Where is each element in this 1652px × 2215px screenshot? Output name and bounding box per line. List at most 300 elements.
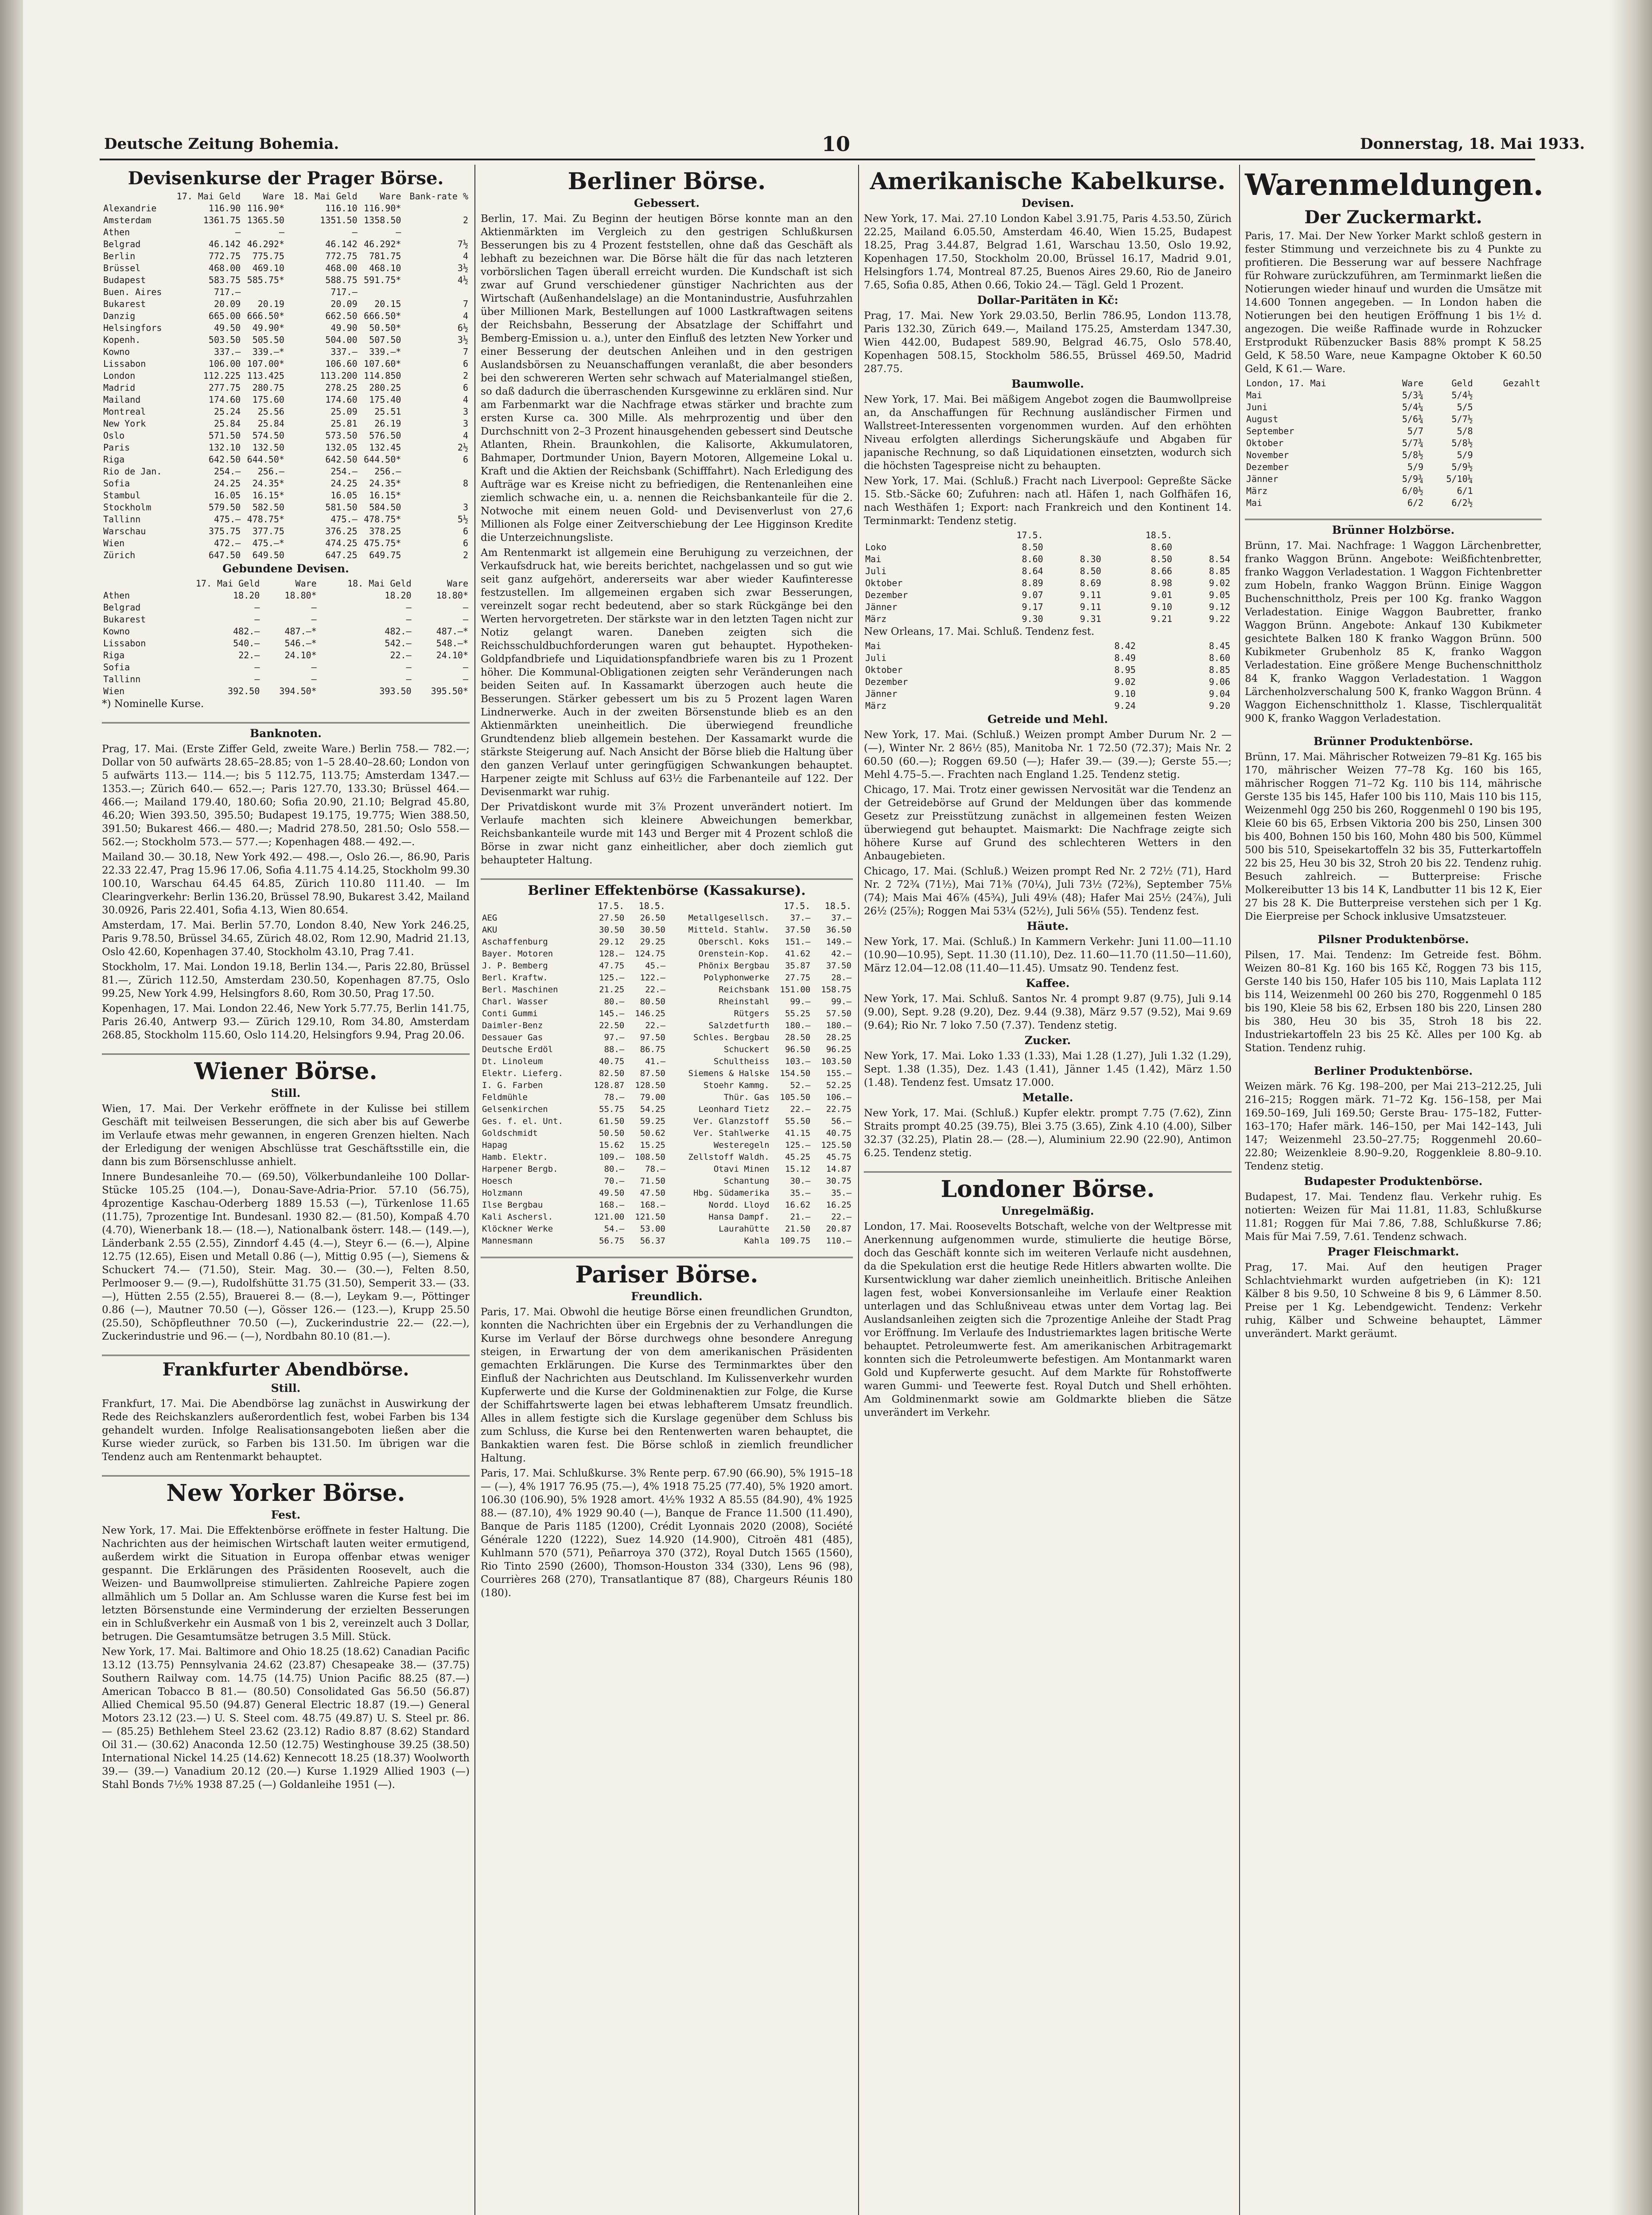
table-cell: — <box>254 602 260 613</box>
table-cell: 18.20 <box>233 590 260 601</box>
devisen-row <box>102 214 470 226</box>
devisen-row <box>102 382 470 394</box>
row-label: Riga <box>103 454 125 465</box>
devisen-row <box>102 334 470 346</box>
table-cell: 717.— <box>330 287 358 297</box>
paragraph: London, 17. Mai. Roosevelts Botschaft, welche von der Weltpresse mit Anerkennung aufgenommen wurde, stimulierte die heutige Börse, doch das Geschäft konnte sich im weiteren Verlaufe nicht ausdehnen, da die Spekulation erst die heutige Rede Hitlers abwarten wollte. Die Kursentwicklung war daher ziemlich uneinheitlich. Britische Anleihen lagen fest, wobei Konversionsanleihe im Verlaufe einer Reaktion unterlagen und das Schlußniveau etwas unter dem Vortag lag. Bei Auslandsanleihen zeigten sich die 7prozentige Anleihe der Stadt Prag vor Eröffnung. Im Verlaufe des Industriemarktes lagen britische Werte behauptet. Petroleumwerte fest. Am amerikanischen Arbitragemarkt konnten sich die Petroleumwerte befestigen. Am Montanmarkt waren Gold und Kupferwerte gesucht. Auf dem Markte für Rohstoffwerte waren Gummi- und Teewerte fest. Royal Dutch und Shell erhöhten. Am Goldminenmarkt sowie am Goldmarkte blieben die Sätze unverändert im Verkehr. <box>864 1220 1232 1418</box>
section-title: Berliner Effektenbörse (Kassakurse). <box>528 882 806 898</box>
table-cell: 9.31 <box>1080 613 1101 624</box>
table-cell: 26.19 <box>374 418 401 429</box>
table-cell: 82.50 <box>599 1069 625 1079</box>
table-cell <box>402 202 470 214</box>
devisen-row <box>102 310 470 322</box>
kassa-row <box>481 1223 853 1235</box>
divider <box>102 1053 470 1055</box>
row-label: Hapag <box>482 1140 508 1150</box>
column-header: London, 17. Mai <box>1246 377 1326 389</box>
table-cell <box>1474 437 1542 449</box>
row-label: AKU <box>482 925 498 935</box>
devisen-row <box>102 202 470 214</box>
row-label: Athen <box>103 590 130 601</box>
table-cell: 20.87 <box>826 1224 851 1234</box>
table-cell: 542.— <box>385 638 412 649</box>
paragraph: New York, 17. Mai. (Schluß.) Kupfer elektr. prompt 7.75 (7.62), Zinn Straits prompt 40.25 (39.75), Blei 3.75 (3.65), Zink 4.10 (4.00), Silber 32.37 (32.25), Platin 28.— (28.—), Aluminium 22.90 (22.90), Antimon 6.25. Tendenz stetig. <box>864 1107 1232 1159</box>
row-label: Oktober <box>865 664 903 675</box>
table-cell: 20.15 <box>374 299 401 309</box>
table-cell: 175.40 <box>369 394 401 405</box>
devisen-row <box>102 513 470 525</box>
table-cell: Salzdetfurth <box>708 1021 770 1031</box>
row-label: Oktober <box>865 577 903 588</box>
table-cell: 8.50 <box>1022 541 1043 552</box>
table-cell: 583.75 <box>208 275 241 285</box>
kassa-row <box>481 1199 853 1211</box>
table-cell: 5/4½ <box>1451 389 1473 400</box>
table-cell: 22.— <box>831 1212 851 1222</box>
paragraph: New York, 17. Mai. (Schluß.) In Kammern Verkehr: Juni 11.00—11.10 (10.90—10.95), Sept. 11.30 (11.10), Dez. 11.60—11.70 (11.50—11.60), März 12.04—12.08 (11.40—11.45). Umsatz 90. Tendenz fest. <box>864 936 1232 974</box>
kassa-row <box>481 1008 853 1020</box>
row-label: I. G. Farben <box>482 1080 543 1091</box>
table-cell: 103.— <box>785 1057 811 1067</box>
gebundene-row <box>102 626 470 637</box>
table-cell: — <box>311 674 317 684</box>
zucker-row <box>1245 401 1542 413</box>
gebundene-row <box>102 637 470 649</box>
table-cell: — <box>311 614 317 625</box>
table-cell: 103.50 <box>821 1057 851 1067</box>
section-title: Wiener Börse. <box>194 1058 377 1085</box>
table-cell: 108.50 <box>635 1152 665 1162</box>
table-cell: 474.25 <box>325 538 358 548</box>
row-label: Harpener Bergb. <box>482 1164 558 1174</box>
table-cell: 475.—* <box>252 538 284 548</box>
devisen-row <box>102 358 470 370</box>
table-cell: 5/3¾ <box>1402 389 1424 400</box>
paragraph: Paris, 17. Mai. Der New Yorker Markt schloß gestern in fester Stimmung und verzeichnete bis zu 4 Punkte zu profitieren. Die Besserung war auf bessere Nachfrage für Rohware zurückzuführen, am Terminmarkt ließen die Notierungen wieder hinauf und wurden die Umsätze mit 14.600 Tonnen angegeben. — In London haben die Notierungen bei den heutigen Eröffnung 1 bis 1½ d. angezogen. Die weiße Raffinade wurde in Rohzucker Erstprodukt Rübenzucker Basis 88% prompt K 58.25 Geld, K 58.50 Ware, neue Kampagne Oktober K 60.50 Geld, K 61.— Ware. <box>1245 230 1542 375</box>
baumwolle-row <box>864 577 1232 589</box>
table-cell: 8.85 <box>1209 565 1230 576</box>
table-cell: 579.50 <box>208 502 241 513</box>
table-cell: 21.— <box>790 1212 811 1222</box>
table-cell: 647.50 <box>208 550 241 560</box>
divider <box>481 1257 853 1258</box>
table-cell <box>1474 485 1542 497</box>
kassa-row <box>481 1092 853 1104</box>
divider <box>1245 519 1542 520</box>
table-cell: 27.50 <box>599 913 625 923</box>
table-cell: 548.—* <box>436 638 468 649</box>
row-label: Helsingfors <box>103 323 162 333</box>
table-cell <box>1474 497 1542 509</box>
table-cell: 15.12 <box>785 1164 811 1174</box>
table-cell: 5/7 <box>1407 425 1424 436</box>
column-2 <box>481 165 853 1609</box>
table-cell: 584.50 <box>369 502 401 513</box>
subsection-title: Fest. <box>271 1508 301 1521</box>
table-cell: 55.50 <box>785 1116 811 1127</box>
table-cell: 50.50 <box>599 1128 625 1139</box>
table-cell: 6/2½ <box>1451 497 1473 508</box>
row-label: Gelsenkirchen <box>482 1104 548 1115</box>
row-label: Dessauer Gas <box>482 1033 543 1043</box>
table-cell: — <box>235 227 241 237</box>
table-cell: 14.87 <box>826 1164 851 1174</box>
row-label: Mai <box>865 553 882 564</box>
table-cell: 116.10 <box>325 203 358 214</box>
table-cell: 107.00* <box>247 358 284 369</box>
table-cell: 574.50 <box>252 430 284 441</box>
table-cell: 581.50 <box>325 502 358 513</box>
table-cell: 40.75 <box>599 1057 625 1067</box>
table-cell: 71.50 <box>640 1176 665 1186</box>
table-cell: 15.25 <box>640 1140 665 1150</box>
table-cell: 35.87 <box>785 961 811 971</box>
row-label: Kowno <box>103 346 130 357</box>
table-cell <box>1474 401 1542 413</box>
column-header: 18. Mai Geld <box>347 578 412 589</box>
table-cell: 21.25 <box>599 985 625 995</box>
table-cell: Schuckert <box>723 1045 770 1055</box>
table-header-row <box>102 578 470 590</box>
new-orleans-row <box>864 640 1232 652</box>
row-label: Wien <box>103 686 125 696</box>
subsection-title: Brünner Produktenbörse. <box>1314 734 1473 748</box>
kassa-row <box>481 1056 853 1068</box>
table-cell: 277.75 <box>208 382 241 393</box>
table-caption: New Orleans, 17. Mai. Schluß. Tendenz fest. <box>864 626 1095 637</box>
row-label: Klöckner Werke <box>482 1224 553 1234</box>
table-cell: 540.— <box>233 638 260 649</box>
table-cell: 772.75 <box>325 251 358 261</box>
column-divider <box>858 165 859 2215</box>
baumwolle-row <box>864 589 1232 601</box>
row-label: Ges. f. el. Unt. <box>482 1116 564 1127</box>
subsection-title: Still. <box>271 1086 301 1100</box>
table-cell: — <box>406 602 412 613</box>
table-cell: Phönix Bergbau <box>698 961 770 971</box>
kassa-row <box>481 1032 853 1044</box>
table-cell: 27.75 <box>785 973 811 983</box>
table-cell: Ver. Glanzstoff <box>693 1116 770 1127</box>
section-berliner-boerse <box>481 165 853 869</box>
kassa-row <box>481 912 853 924</box>
table-cell: 717.— <box>214 287 241 297</box>
table-cell: 9.22 <box>1209 613 1230 624</box>
row-label: Jänner <box>865 601 898 612</box>
devisen-row <box>102 537 470 549</box>
zucker-row <box>1245 449 1542 461</box>
subsection-title: Kaffee. <box>1026 976 1070 990</box>
table-cell: 482.— <box>233 626 260 637</box>
table-cell: 662.50 <box>325 311 358 321</box>
row-label: Danzig <box>103 311 136 321</box>
table-cell: 37.— <box>790 913 811 923</box>
kassa-row <box>481 960 853 972</box>
table-cell: 9.30 <box>1022 613 1043 624</box>
table-cell: 546.—* <box>284 638 317 649</box>
row-label: Rio de Jan. <box>103 466 162 477</box>
row-label: Brüssel <box>103 263 141 273</box>
row-label: Juli <box>865 565 887 576</box>
table-cell: 376.25 <box>325 526 358 536</box>
devisen-row <box>102 406 470 418</box>
table-cell: 151.00 <box>780 985 811 995</box>
new-orleans-row <box>864 664 1232 676</box>
table-cell: 96.25 <box>826 1045 851 1055</box>
table-cell: 106.60 <box>325 358 358 369</box>
section-devisen <box>102 165 470 712</box>
devisen-row <box>102 549 470 561</box>
table-cell: 125.50 <box>821 1140 851 1150</box>
row-label: Berl. Kraftw. <box>482 973 548 983</box>
table-cell: 105.50 <box>780 1092 811 1103</box>
table-cell: 16.15* <box>252 490 284 501</box>
table-cell: — <box>311 662 317 672</box>
table-cell: 9.12 <box>1209 601 1230 612</box>
table-cell: 280.75 <box>252 382 284 393</box>
table-cell: 45.25 <box>785 1152 811 1162</box>
table-cell: 468.00 <box>208 263 241 273</box>
table-cell: Mitteld. Stahlw. <box>688 925 770 935</box>
table-cell: 2½ <box>457 442 468 453</box>
column-header: Ware <box>447 578 468 589</box>
table-cell: 1365.50 <box>247 215 284 225</box>
devisen-row <box>102 478 470 490</box>
row-label: Lissabon <box>103 358 146 369</box>
table-cell: 37.50 <box>826 961 851 971</box>
row-label: Holzmann <box>482 1188 523 1198</box>
baumwolle-table <box>864 529 1232 625</box>
table-cell: 8.95 <box>1114 664 1136 675</box>
divider <box>102 722 470 723</box>
table-cell: 18.80* <box>284 590 317 601</box>
table-cell: 22.— <box>390 650 412 661</box>
row-label: Oslo <box>103 430 125 441</box>
new-orleans-row <box>864 688 1232 700</box>
table-cell: 180.— <box>826 1021 851 1031</box>
table-cell: 30.50 <box>640 925 665 935</box>
table-cell: 114.850 <box>364 370 401 381</box>
table-cell: 46.292* <box>247 239 284 249</box>
kassa-row <box>481 1044 853 1056</box>
table-cell: 666.50* <box>247 311 284 321</box>
row-label: August <box>1246 413 1279 424</box>
row-label: Tallinn <box>103 514 141 525</box>
section-title: Warenmeldungen. <box>1245 167 1544 202</box>
section-pariser-boerse <box>481 1254 853 1601</box>
column-header <box>667 900 771 912</box>
section-zuckermarkt <box>1245 204 1542 509</box>
table-cell: 576.50 <box>369 430 401 441</box>
table-cell <box>1474 449 1542 461</box>
section-pilsner-produktenboerse <box>1245 932 1542 1057</box>
kassa-row <box>481 936 853 948</box>
table-cell: 113.200 <box>320 370 358 381</box>
paragraph: Brünn, 17. Mai. Mährischer Rotweizen 79–81 Kg. 165 bis 170, mährischer Weizen 77–78 Kg. 160 bis 165, mährischer Roggen 71–72 Kg. 110 bis 114, mährische Gerste 135 bis 145, Hafer 100 bis 110, Mais 110 bis 115, Weizenmehl 0gg 250 bis 260, Roggenmehl 0 190 bis 195, Kleie 60 bis 65, Erbsen Viktoria 200 bis 250, Linsen 300 bis 400, Bohnen 150 bis 160, Mohn 480 bis 500, Kümmel 500 bis 510, Speisekartoffeln 32 bis 35, Futterkartoffeln 22 bis 25, Heu 30 bis 32, Stroh 20 bis 22. Tendenz ruhig. Besuch zahlreich. — Butterpreise: Frische Molkereibutter 13 bis 14 K, Landbutter 11 bis 12 K, Eier 27 bis 28 K. Die Butterpreise verstehen sich per 1 Kg. Die Eierpreise per Schock inklusive Umsatzsteuer. <box>1245 751 1542 922</box>
table-cell: 132.50 <box>252 442 284 453</box>
column-header: 17.5. <box>784 901 811 912</box>
table-cell: 4 <box>463 394 468 405</box>
scan-right-edge <box>1610 0 1652 2215</box>
devisen-row <box>102 454 470 466</box>
gebundene-devisen-table <box>102 578 470 697</box>
table-cell: 174.60 <box>208 394 241 405</box>
table-cell: 9.11 <box>1080 601 1101 612</box>
table-cell: 2 <box>463 370 468 381</box>
table-cell: 116.90 <box>208 203 241 214</box>
section-title: Pariser Börse. <box>575 1261 758 1289</box>
kassa-row <box>481 1163 853 1175</box>
table-cell: 52.25 <box>826 1080 851 1091</box>
table-cell: — <box>463 602 468 613</box>
kassa-row <box>481 1104 853 1115</box>
subsection-title: Dollar-Paritäten in Kč: <box>977 293 1119 307</box>
table-cell: Schantung <box>723 1176 770 1186</box>
zucker-row <box>1245 461 1542 473</box>
table-cell: 87.50 <box>640 1069 665 1079</box>
kassa-row <box>481 984 853 996</box>
row-label: Madrid <box>103 382 136 393</box>
table-cell: 8.64 <box>1022 565 1043 576</box>
table-cell: 8.30 <box>1080 553 1101 564</box>
table-cell: 487.—* <box>284 626 317 637</box>
paragraph: Prag, 17. Mai. New York 29.03.50, Berlin 786.95, London 113.78, Paris 132.30, Zürich 649.—, Mailand 175.25, Amsterdam 1347.30, Wien 442.00, Budapest 589.90, Belgrad 46.75, Oslo 578.40, Kopenhagen 508.15, Stockholm 586.55, Brüssel 469.50, Madrid 287.75. <box>864 310 1232 375</box>
table-cell: 8.49 <box>1114 652 1136 663</box>
table-cell: 8.69 <box>1080 577 1101 588</box>
row-label: Dezember <box>865 676 908 687</box>
table-cell: 1358.50 <box>364 215 401 225</box>
subsection-title: Getreide und Mehl. <box>987 712 1108 726</box>
table-cell: 30.50 <box>599 925 625 935</box>
table-cell: 9.20 <box>1209 700 1230 711</box>
table-cell: 40.75 <box>826 1128 851 1139</box>
table-cell: 469.10 <box>252 263 284 273</box>
table-cell: Otavi Minen <box>713 1164 770 1174</box>
divider <box>481 878 853 880</box>
row-label: Stambul <box>103 490 141 501</box>
table-cell: 487.—* <box>436 626 468 637</box>
table-cell: 16.25 <box>826 1200 851 1210</box>
paragraph: Frankfurt, 17. Mai. Die Abendbörse lag zunächst in Auswirkung der Rede des Reichskanzlers außerordentlich fest, wobei Farben bis 134 gehandelt wurden. Infolge Realisationsangeboten ließen aber die Kurse wieder zurück, so Farben bis 131.50. Im übrigen war die Tendenz auch am Rentenmarkt behauptet. <box>102 1398 470 1463</box>
table-cell: 16.62 <box>785 1200 811 1210</box>
table-cell: 56.37 <box>640 1236 665 1246</box>
page-number: 10 <box>822 132 851 156</box>
table-cell: 475.— <box>214 514 241 525</box>
row-label: Dezember <box>1246 461 1289 472</box>
section-holzboerse <box>1245 516 1542 727</box>
table-cell: 116.90* <box>247 203 284 214</box>
table-cell: 146.25 <box>635 1009 665 1019</box>
column-3 <box>864 165 1232 1428</box>
section-title: Berliner Börse. <box>568 168 766 195</box>
zucker-row <box>1245 497 1542 509</box>
table-cell: 25.24 <box>214 406 241 417</box>
table-cell: Kahla <box>744 1236 770 1246</box>
kassa-row <box>481 1020 853 1032</box>
table-cell: 86.75 <box>640 1045 665 1055</box>
column-header: 18.5. <box>638 901 665 912</box>
table-cell: 772.75 <box>208 251 241 261</box>
table-cell: 5/8 <box>1457 425 1473 436</box>
zucker-row <box>1245 389 1542 401</box>
table-cell: 644.50* <box>247 454 284 465</box>
new-orleans-table <box>864 640 1232 712</box>
table-cell <box>1474 473 1542 485</box>
table-cell: 3½ <box>457 263 468 273</box>
section-title: Londoner Börse. <box>941 1175 1155 1203</box>
table-cell: 59.25 <box>640 1116 665 1127</box>
table-cell: 6/0½ <box>1402 485 1424 496</box>
table-cell: 8.98 <box>1151 577 1172 588</box>
table-cell: 6½ <box>457 323 468 333</box>
row-label: AEG <box>482 913 498 923</box>
subsection-title: Gebundene Devisen. <box>222 562 349 575</box>
table-cell: 475.— <box>330 514 358 525</box>
table-cell: 503.50 <box>208 334 241 345</box>
table-cell: 6 <box>463 454 468 465</box>
table-cell: 9.21 <box>1151 613 1172 624</box>
section-brunner-produktenboerse <box>1245 734 1542 925</box>
table-cell: 585.75* <box>247 275 284 285</box>
table-cell: 8.85 <box>1209 664 1230 675</box>
row-label: Lissabon <box>103 638 146 649</box>
table-cell: 56.— <box>831 1116 851 1127</box>
table-cell: 132.05 <box>325 442 358 453</box>
table-cell: — <box>463 662 468 672</box>
zucker-row <box>1245 437 1542 449</box>
paragraph: Der Privatdiskont wurde mit 3⅞ Prozent unverändert notiert. Im Verlaufe machten sich kleinere Abweichungen bemerkbar, Reichsbankanteile wurde mit 143 und Berger mit 4 Prozent schloß die Börse in zwar nicht ganz einheitlicher, aber doch ziemlich gut behaupteter Haltung. <box>481 801 853 866</box>
kassa-row <box>481 1139 853 1151</box>
table-cell: 49.50 <box>599 1188 625 1198</box>
row-label: Oktober <box>1246 437 1284 448</box>
row-label: Berlin <box>103 251 136 261</box>
table-cell: 2 <box>463 550 468 560</box>
table-header-row <box>481 900 853 912</box>
kassa-row <box>481 1211 853 1223</box>
table-cell: 29.12 <box>599 937 625 947</box>
table-cell: 1361.75 <box>203 215 241 225</box>
table-cell: 8.89 <box>1022 577 1043 588</box>
table-cell: Orenstein-Kop. <box>698 949 770 959</box>
table-cell: 256.— <box>257 466 284 477</box>
table-cell: 151.— <box>785 937 811 947</box>
zucker-row <box>1245 473 1542 485</box>
table-cell: — <box>406 674 412 684</box>
table-cell: 4 <box>463 251 468 261</box>
row-label: Hoesch <box>482 1176 513 1186</box>
table-cell: 8.54 <box>1209 553 1230 564</box>
table-cell: 8.45 <box>1209 640 1230 651</box>
table-cell: 9.10 <box>1114 688 1136 699</box>
table-cell: 9.04 <box>1209 688 1230 699</box>
table-cell: Nordd. Lloyd <box>708 1200 770 1210</box>
row-label: Kali Aschersl. <box>482 1212 553 1222</box>
table-cell: Rütgers <box>734 1009 770 1019</box>
table-cell: 29.25 <box>640 937 665 947</box>
divider <box>864 1171 1232 1173</box>
table-cell: 3 <box>463 406 468 417</box>
table-cell: 121.50 <box>635 1212 665 1222</box>
paragraph: Mailand 30.— 30.18, New York 492.— 498.—, Oslo 26.—, 86.90, Paris 22.33 22.47, Prag 15.96 17.06, Sofia 4.11.75 4.14.25, Stockholm 99.30 100.10, Warschau 64.45 64.85, Zürich 110.80 111.40. — Im Clearingverkehr: Berlin 136.20, Brüssel 78.90, Bukarest 3.42, Mailand 30.0926, Paris 22.401, Sofia 4.13, Wien 80.654. <box>102 851 470 916</box>
column-header: Geld <box>1451 377 1473 389</box>
table-cell: Leonhard Tietz <box>698 1104 770 1115</box>
table-cell: 5/9 <box>1457 449 1473 460</box>
table-cell: 393.50 <box>379 686 412 696</box>
table-cell: 8.60 <box>1151 541 1172 552</box>
table-cell: 24.25 <box>330 478 358 489</box>
table-cell: 337.— <box>214 346 241 357</box>
table-cell: 571.50 <box>208 430 241 441</box>
